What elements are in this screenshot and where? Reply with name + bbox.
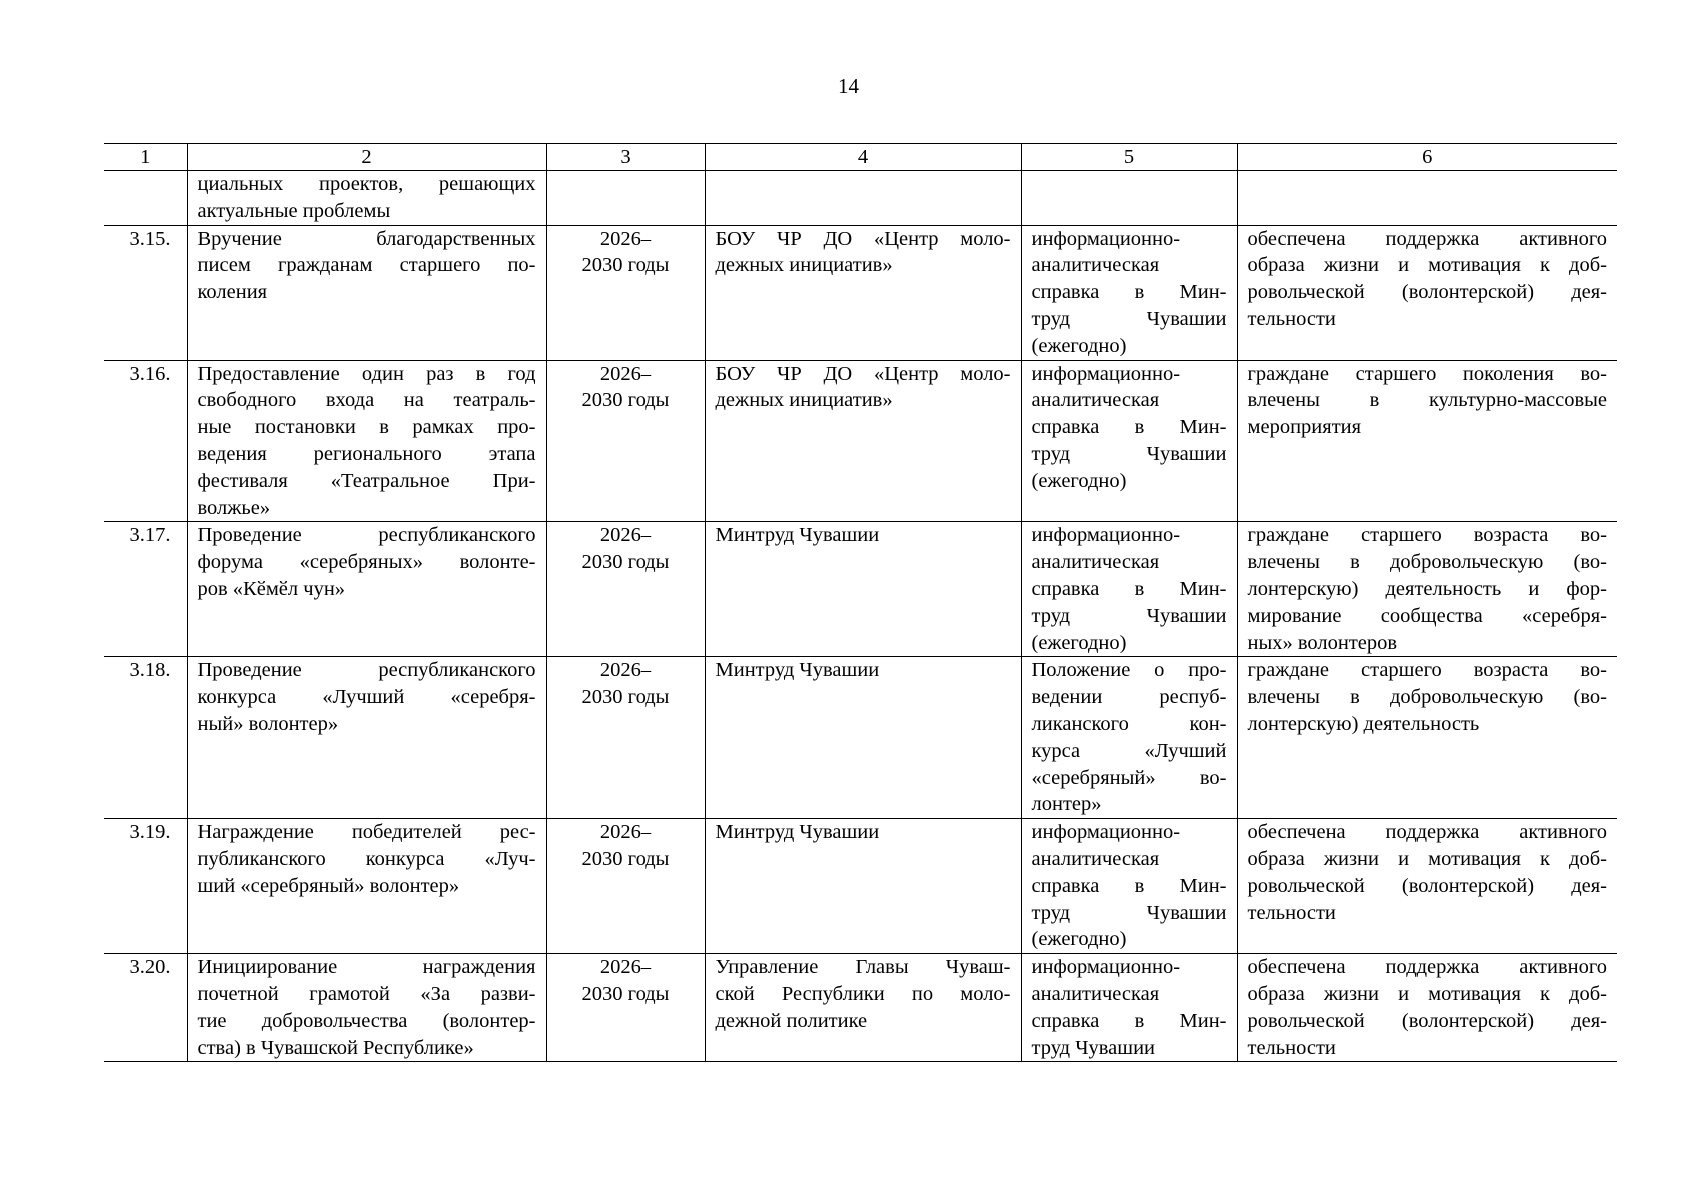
result-document-cell-line: аналитическая xyxy=(1031,254,1160,277)
result-document-cell-line: информационно- xyxy=(1031,362,1181,385)
column-number-4: 4 xyxy=(705,144,1021,171)
outcome-cell xyxy=(1237,657,1617,819)
event-cell-line: почетной грамотой «За разви- xyxy=(197,982,536,1005)
event-cell-line: форума «серебряных» волонте- xyxy=(197,551,536,574)
event-cell-line: Вручение благодарственных xyxy=(197,227,536,250)
outcome-cell-line: ных» волонтеров xyxy=(1247,631,1398,654)
event-cell-line: ведения регионального этапа xyxy=(197,442,536,465)
event-cell xyxy=(187,360,546,522)
period-cell-line: 2030 годы xyxy=(581,389,670,412)
result-document-cell xyxy=(1021,522,1237,657)
column-number-3: 3 xyxy=(546,144,705,171)
event-cell-line: коления xyxy=(197,281,268,304)
outcome-cell xyxy=(1237,171,1617,226)
event-cell-line: Проведение республиканского xyxy=(197,659,536,682)
result-document-cell-line: аналитическая xyxy=(1031,847,1160,870)
result-document-cell-line: ликанского кон- xyxy=(1031,712,1227,735)
period-cell xyxy=(546,171,705,226)
event-cell-line: писем гражданам старшего по- xyxy=(197,254,536,277)
outcome-cell xyxy=(1237,819,1617,954)
result-document-cell-line: информационно- xyxy=(1031,524,1181,547)
executor-cell-line: дежных инициатив» xyxy=(715,254,893,277)
period-cell-line: 2026– xyxy=(599,362,652,385)
table-row xyxy=(104,819,1617,954)
column-number-2: 2 xyxy=(187,144,546,171)
event-cell-line: волжье» xyxy=(197,496,271,519)
result-document-cell-line: справка в Мин- xyxy=(1031,1009,1227,1032)
event-cell xyxy=(187,225,546,360)
result-document-cell-line: справка в Мин- xyxy=(1031,874,1227,897)
event-cell-line: актуальные проблемы xyxy=(197,199,391,222)
result-document-cell-line: курса «Лучший xyxy=(1031,739,1227,762)
column-number-1: 1 xyxy=(104,144,187,171)
event-cell xyxy=(187,657,546,819)
period-cell-line: 2026– xyxy=(599,956,652,979)
result-document-cell-line: информационно- xyxy=(1031,227,1181,250)
event-cell-line: Проведение республиканского xyxy=(197,524,536,547)
executor-cell-line: дежной политике xyxy=(715,1009,868,1032)
outcome-cell-line: мероприятия xyxy=(1247,416,1362,439)
result-document-cell-line: (ежегодно) xyxy=(1031,469,1127,492)
period-cell-line: 2030 годы xyxy=(581,982,670,1005)
period-cell-line: 2026– xyxy=(599,821,652,844)
outcome-cell-line: образа жизни и мотивация к доб- xyxy=(1247,847,1607,870)
outcome-cell-line: тельности xyxy=(1247,1036,1336,1059)
result-document-cell-line: «серебряный» во- xyxy=(1031,766,1227,789)
outcome-cell-line: тельности xyxy=(1247,901,1336,924)
outcome-cell-line: влечены в добровольческую (во- xyxy=(1247,551,1607,574)
period-cell xyxy=(546,657,705,819)
event-cell-line: свободного входа на театраль- xyxy=(197,389,536,412)
period-cell xyxy=(546,819,705,954)
table-row xyxy=(104,522,1617,657)
period-cell-line: 2030 годы xyxy=(581,847,670,870)
event-cell xyxy=(187,819,546,954)
period-cell-line: 2026– xyxy=(599,227,652,250)
row-number: 3.19. xyxy=(104,819,187,954)
outcome-cell-line: образа жизни и мотивация к доб- xyxy=(1247,254,1607,277)
column-number-5: 5 xyxy=(1021,144,1237,171)
result-document-cell-line: аналитическая xyxy=(1031,982,1160,1005)
result-document-cell xyxy=(1021,657,1237,819)
executor-cell xyxy=(705,171,1021,226)
period-cell xyxy=(546,225,705,360)
row-number: 3.16. xyxy=(104,360,187,522)
executor-cell-line: ской Республики по моло- xyxy=(715,982,1011,1005)
event-cell-line: Инициирование награждения xyxy=(197,956,536,979)
table-row xyxy=(104,657,1617,819)
result-document-cell-line: справка в Мин- xyxy=(1031,281,1227,304)
table-row xyxy=(104,225,1617,360)
activity-plan-table xyxy=(104,143,1617,1062)
outcome-cell-line: обеспечена поддержка активного xyxy=(1247,227,1607,250)
event-cell-line: ные постановки в рамках про- xyxy=(197,416,536,439)
outcome-cell-line: граждане старшего поколения во- xyxy=(1247,362,1607,385)
executor-cell-line: БОУ ЧР ДО «Центр моло- xyxy=(715,227,1011,250)
event-cell-line: фестиваля «Театральное При- xyxy=(197,469,536,492)
page-number: 14 xyxy=(838,74,859,98)
event-cell-line: публиканского конкурса «Луч- xyxy=(197,847,536,870)
executor-cell xyxy=(705,522,1021,657)
outcome-cell-line: обеспечена поддержка активного xyxy=(1247,821,1607,844)
result-document-cell-line: труд Чувашии xyxy=(1031,307,1227,330)
result-document-cell-line: труд Чувашии xyxy=(1031,1036,1156,1059)
outcome-cell-line: лонтерскую) деятельность и фор- xyxy=(1247,577,1607,600)
period-cell xyxy=(546,522,705,657)
event-cell-line: Предоставление один раз в год xyxy=(197,362,536,385)
event-cell-line: Награждение победителей рес- xyxy=(197,821,536,844)
row-number xyxy=(104,171,187,226)
result-document-cell-line: (ежегодно) xyxy=(1031,334,1127,357)
result-document-cell-line: труд Чувашии xyxy=(1031,442,1227,465)
outcome-cell-line: тельности xyxy=(1247,307,1336,330)
result-document-cell-line: аналитическая xyxy=(1031,389,1160,412)
executor-cell xyxy=(705,360,1021,522)
outcome-cell xyxy=(1237,225,1617,360)
column-number-row xyxy=(104,144,1617,171)
outcome-cell-line: ровольческой (волонтерской) дея- xyxy=(1247,281,1607,304)
period-cell-line: 2030 годы xyxy=(581,686,670,709)
event-cell-line: конкурса «Лучший «серебря- xyxy=(197,686,536,709)
executor-cell-line: Минтруд Чувашии xyxy=(715,821,880,844)
result-document-cell-line: информационно- xyxy=(1031,956,1181,979)
period-cell-line: 2030 годы xyxy=(581,551,670,574)
period-cell xyxy=(546,360,705,522)
column-number-6: 6 xyxy=(1237,144,1617,171)
period-cell-line: 2026– xyxy=(599,659,652,682)
table-row xyxy=(104,954,1617,1062)
event-cell-line: ный» волонтер» xyxy=(197,712,339,735)
result-document-cell-line: Положение о про- xyxy=(1031,659,1227,682)
result-document-cell xyxy=(1021,360,1237,522)
row-number: 3.15. xyxy=(104,225,187,360)
event-cell xyxy=(187,954,546,1062)
outcome-cell xyxy=(1237,522,1617,657)
executor-cell xyxy=(705,819,1021,954)
event-cell-line: ший «серебряный» волонтер» xyxy=(197,874,460,897)
outcome-cell xyxy=(1237,360,1617,522)
executor-cell-line: БОУ ЧР ДО «Центр моло- xyxy=(715,362,1011,385)
event-cell-line: ства) в Чувашской Республике» xyxy=(197,1036,474,1059)
row-number: 3.18. xyxy=(104,657,187,819)
row-number: 3.17. xyxy=(104,522,187,657)
result-document-cell-line: справка в Мин- xyxy=(1031,416,1227,439)
outcome-cell xyxy=(1237,954,1617,1062)
outcome-cell-line: образа жизни и мотивация к доб- xyxy=(1247,982,1607,1005)
outcome-cell-line: ровольческой (волонтерской) дея- xyxy=(1247,1009,1607,1032)
row-number: 3.20. xyxy=(104,954,187,1062)
event-cell-line: ров «Кӗмӗл чун» xyxy=(197,577,346,600)
table-body xyxy=(104,171,1617,1062)
outcome-cell-line: влечены в культурно-массовые xyxy=(1247,389,1607,412)
table-row xyxy=(104,360,1617,522)
result-document-cell-line: информационно- xyxy=(1031,821,1181,844)
outcome-cell-line: ровольческой (волонтерской) дея- xyxy=(1247,874,1607,897)
outcome-cell-line: граждане старшего возраста во- xyxy=(1247,659,1607,682)
result-document-cell-line: труд Чувашии xyxy=(1031,604,1227,627)
result-document-cell-line: (ежегодно) xyxy=(1031,631,1127,654)
executor-cell xyxy=(705,657,1021,819)
executor-cell-line: Минтруд Чувашии xyxy=(715,659,880,682)
table-row xyxy=(104,171,1617,226)
executor-cell-line: дежных инициатив» xyxy=(715,389,893,412)
event-cell xyxy=(187,522,546,657)
outcome-cell-line: обеспечена поддержка активного xyxy=(1247,956,1607,979)
result-document-cell xyxy=(1021,171,1237,226)
executor-cell xyxy=(705,954,1021,1062)
executor-cell xyxy=(705,225,1021,360)
executor-cell-line: Управление Главы Чуваш- xyxy=(715,956,1011,979)
event-cell-line: циальных проектов, решающих xyxy=(197,173,536,195)
outcome-cell-line: лонтерскую) деятельность xyxy=(1247,712,1480,735)
period-cell-line: 2030 годы xyxy=(581,254,670,277)
result-document-cell-line: труд Чувашии xyxy=(1031,901,1227,924)
result-document-cell-line: (ежегодно) xyxy=(1031,928,1127,951)
period-cell-line: 2026– xyxy=(599,524,652,547)
result-document-cell xyxy=(1021,819,1237,954)
outcome-cell-line: мирование сообщества «серебря- xyxy=(1247,604,1607,627)
result-document-cell-line: лонтер» xyxy=(1031,793,1102,816)
result-document-cell xyxy=(1021,954,1237,1062)
executor-cell-line: Минтруд Чувашии xyxy=(715,524,880,547)
outcome-cell-line: влечены в добровольческую (во- xyxy=(1247,686,1607,709)
result-document-cell xyxy=(1021,225,1237,360)
event-cell xyxy=(187,171,546,226)
outcome-cell-line: граждане старшего возраста во- xyxy=(1247,524,1607,547)
result-document-cell-line: ведении респуб- xyxy=(1031,686,1227,709)
result-document-cell-line: справка в Мин- xyxy=(1031,577,1227,600)
period-cell xyxy=(546,954,705,1062)
result-document-cell-line: аналитическая xyxy=(1031,551,1160,574)
event-cell-line: тие добровольчества (волонтер- xyxy=(197,1009,536,1032)
